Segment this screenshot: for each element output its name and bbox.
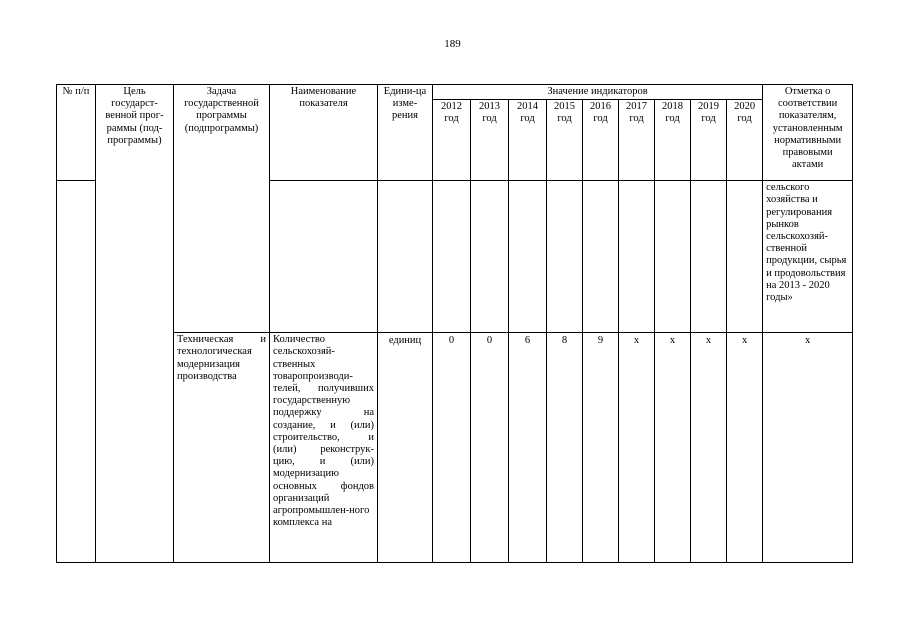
indicators-table [56,84,853,563]
task-cell: Техническая и технологическая модернизация производства [174,333,270,563]
year-2015: 2015 год [547,100,583,181]
value-2014: 6 [509,333,547,563]
year-2014: 2014 год [509,100,547,181]
value-cell [583,181,619,333]
value-2019: х [691,333,727,563]
value-2013: 0 [471,333,509,563]
unit-cell: единиц [378,333,433,563]
value-cell [655,181,691,333]
col-header-unit: Едини-ца изме-рения [378,85,433,181]
note-cell: сельского хозяйства и регулирования рынков сельскохозяй-ственной продукции, сырья и продовольствия на 2013 - 2020 годы» [763,181,853,333]
value-2018: х [655,333,691,563]
value-cell [471,181,509,333]
value-2015: 8 [547,333,583,563]
value-cell [433,181,471,333]
year-2019: 2019 год [691,100,727,181]
col-header-indicator-name: Наименование показателя [270,85,378,181]
col-header-number: № п/п [57,85,96,181]
value-2012: 0 [433,333,471,563]
value-2020: х [727,333,763,563]
value-cell [509,181,547,333]
year-2016: 2016 год [583,100,619,181]
indicator-name-cell [270,181,378,333]
year-2013: 2013 год [471,100,509,181]
page-number: 189 [444,38,461,50]
col-header-note: Отметка о соответствии показателям, установленным нормативными правовыми актами [763,85,853,181]
year-2018: 2018 год [655,100,691,181]
value-cell [619,181,655,333]
year-2020: 2020 год [727,100,763,181]
unit-cell [378,181,433,333]
col-header-task: Задача государственной программы (подпрограммы) [174,85,270,333]
indicator-name-cell: Количество сельскохозяй-ственных товаропроизводи-телей, получивших государственную поддержку на создание, и (или) строительство, и (или) реконструк-цию, и (или) модернизацию основных фондов организаций агропромышлен-ного комплекса на [270,333,378,563]
year-2017: 2017 год [619,100,655,181]
value-2016: 9 [583,333,619,563]
value-cell [547,181,583,333]
col-header-values-group: Значение индикаторов [433,85,763,100]
value-2017: х [619,333,655,563]
header-row-top [57,85,853,100]
table-row [57,333,853,563]
year-2012: 2012 год [433,100,471,181]
row-number-cell [57,181,96,563]
note-cell: х [763,333,853,563]
value-cell [691,181,727,333]
value-cell [727,181,763,333]
col-header-goal: Цель государст-венной прог-раммы (под-программы) [96,85,174,563]
